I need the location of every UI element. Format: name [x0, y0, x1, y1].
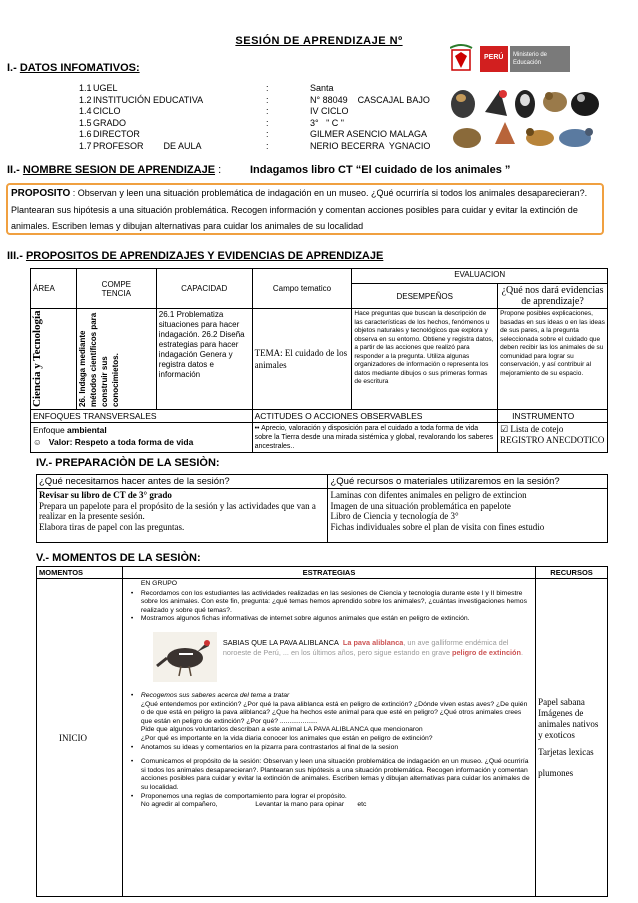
strategy-item-anotamos: • Anotamos su ideas y comentarios en la pizarra para contrastarlos al final de la sesion — [131, 744, 531, 753]
session-name: Indagamos libro CT “El cuidado de los animales ” — [250, 164, 511, 176]
grupo-label: EN GRUPO — [140, 580, 178, 587]
info-label: INSTITUCIÓN EDUCATIVA — [93, 94, 204, 105]
checkbox-icon: ☑ — [500, 424, 509, 434]
ministry-logo — [450, 42, 600, 76]
momento-inicio: INICIO — [37, 579, 123, 897]
pava-aliblanca-image — [153, 632, 217, 682]
animals-image — [445, 82, 605, 156]
header-capacidad: CAPACIDAD — [156, 269, 252, 309]
campo-value: TEMA: El cuidado de los animales — [252, 309, 352, 410]
peru-label: PERÚ — [484, 54, 504, 61]
recursos-cell: Papel sabana Imágenes de animales nativos y exoticos Tarjetas lexicas plumones — [536, 579, 608, 897]
info-num: 1.7 — [79, 140, 92, 151]
header-campo-tematico: Campo tematico — [252, 269, 352, 309]
ministry-label: Ministerio de Educación — [513, 52, 548, 66]
preparacion-col1-body: Revisar su libro de CT de 3° grado Prepara un papelote para el propósito de la sesión y las actividades que van a realizar en la presente sesión. Elabora tiras de papel con las preguntas. — [37, 489, 328, 543]
instrumento-cell: ☑ Lista de cotejo REGISTRO ANECDOTICO — [498, 423, 608, 453]
header-evaluacion: EVALUACION — [352, 269, 608, 284]
actitudes-header: ACTITUDES O ACCIONES OBSERVABLES — [252, 410, 497, 423]
evidencias-value: Propone posibles explicaciones, basadas en sus ideas o en las ideas de sus pares, a la pregunta seleccionada sobre el cuidado que deben recibir las los animales de su comunidad para lograr su conservación, y así contribuir al mejoramiento de su espacio. — [498, 309, 608, 410]
estrategias-body — [122, 579, 535, 897]
peru-shield-icon — [450, 45, 472, 70]
section-2-heading: II.- NOMBRE SESION DE APRENDIZAJE : — [7, 164, 222, 176]
info-label: CICLO — [93, 106, 121, 116]
preparacion-col2-body: Laminas con difentes animales en peligro de extincion Imagen de una situación problemática en papelote Libro de Ciencia y tecnología de 3° Fichas individuales sobre el plan de visita con fines estudio — [328, 489, 608, 543]
enfoque-cell: Enfoque ambiental ☺ Valor: Respeto a toda forma de vida — [31, 423, 253, 453]
info-label: PROFESOR DE AULA — [93, 140, 202, 151]
capacidad-value: 26.1 Problematiza situaciones para hacer indagación. 26.2 Diseña estrategias para hacer indagación Genera y registra datos e información — [156, 309, 252, 410]
info-num: 1.6 — [79, 129, 92, 139]
info-value: N° 88049 CASCAJAL BAJO — [310, 94, 430, 105]
info-value: IV CICLO — [310, 106, 349, 116]
desempenos-value: Hace preguntas que buscan la descripción de las características de los hechos, fenómenos u objetos naturales y tecnológicos que explora y observa en su entorno. Obtiene y registra datos, a partir de las acciones que realizó para responder a la pregunta. Utiliza algunas organizadores de información o representa los datos mediante dibujos o sus primeras formas de escritura — [352, 309, 498, 410]
strategy-item-recogemos: • Recogemos sus saberes acerca del tema a tratar — [131, 692, 531, 701]
section-1-heading: I.- DATOS INFOMATIVOS: — [7, 62, 140, 74]
info-value: Santa — [310, 83, 334, 93]
info-value: 3° " C " — [310, 117, 344, 128]
preparacion-table — [36, 474, 608, 543]
proposito-label: PROPOSITO — [11, 188, 71, 199]
strategy-item-recordamos: • Recordamos con los estudiantes las actividades realizadas en las sesiones de Ciencia y tecnología durante este I y II bimestre sobre los animales. Con este fin, pregunta: ¿qué temas hemos aprendido sobre los animales?, ¿cuántas investigaciones hemos realizado y sobre qué temas?. — [131, 590, 531, 616]
header-recursos: RECURSOS — [536, 567, 608, 579]
header-area: ÁREA — [31, 269, 77, 309]
section-4-heading: IV.- PREPARACIÒN DE LA SESIÒN: — [36, 457, 220, 469]
header-momentos: MOMENTOS — [37, 567, 123, 579]
info-colon: : — [266, 129, 269, 139]
strategy-porque: ¿Por qué es importante en la vida diaria conocer los animales que están en peligro de extinción? — [140, 734, 433, 742]
proposito-text: : Observan y leen una situación problemática de indagación en un museo. ¿Qué ocurriría si todos los animales desaparecieran?. Plantearan sus hipótesis a una situación problemática. Recogen información y comentan acciones posibles para cuidar y evitar la extinción de animales. Escriben lemas y dibujan alternativas para cuidar los animales de su localidad — [11, 188, 588, 231]
strategy-preguntas: ¿Qué entendemos por extinción? ¿Por qué la pava aliblanca está en peligro de extinción? ¿Dónde viven estas aves? ¿De quién o de que está en peligro la pava aliblanca? ¿Que ha hechos este animal para que esté en peligro? ¿Qué otros animales crees que están en peligro de extinción? ¿Por qué? .................... — [140, 700, 528, 725]
info-colon: : — [266, 83, 269, 93]
page-title: SESIÓN DE APRENDIZAJE Nº — [235, 35, 403, 47]
info-label: DIRECTOR — [93, 129, 140, 139]
strategy-reglas: No agredir al compañero, Levantar la mano para opinar etc — [140, 801, 367, 809]
info-label: UGEL — [93, 83, 118, 93]
momentos-table — [36, 566, 608, 897]
info-num: 1.5 — [79, 117, 92, 128]
header-competencia: COMPE TENCIA — [76, 269, 156, 309]
propositos-table — [30, 268, 608, 453]
info-colon: : — [266, 106, 269, 116]
info-value: NERIO BECERRA YGNACIO — [310, 140, 431, 151]
smiley-icon: ☺ — [33, 437, 42, 447]
actitudes-value: •• Aprecio, valoración y disposición para el cuidado a toda forma de vida sobre la Tierra desde una mirada sistémica y global, revalorando los saberes ancestrales.. — [252, 423, 497, 453]
info-colon: : — [266, 140, 269, 151]
strategy-item-mostramos: • Mostramos algunos fichas informativas de internet sobre algunos animales que están en peligro de extinción. — [131, 615, 531, 624]
strategy-item-proponemos: • Proponemos una reglas de comportamiento para lograr el propósito. — [131, 793, 531, 802]
info-num: 1.2 — [79, 94, 92, 105]
enfoques-header: ENFOQUES TRANSVERSALES — [31, 410, 253, 423]
sabias-que-text: SABIAS QUE LA PAVA ALIBLANCA La pava aliblanca, un ave galliforme endémica del noroeste de Perú, ... en los últimos años, pero sigue estando en grave peligro de extinción. — [222, 637, 523, 657]
info-colon: : — [266, 94, 269, 105]
preparacion-col1-header: ¿Qué necesitamos hacer antes de la sesión? — [37, 475, 328, 489]
header-desempenos: DESEMPEÑOS — [352, 284, 498, 309]
info-colon: : — [266, 117, 269, 128]
section-3-heading: III.- PROPOSITOS DE APRENDIZAJES Y EVIDENCIAS DE APRENDIZAJE — [7, 250, 384, 262]
area-value: Ciencia y Tecnología — [31, 310, 43, 408]
info-num: 1.4 — [79, 106, 92, 116]
strategy-pide: Pide que algunos voluntarios describan a este animal LA PAVA ALIBLANCA que mencionaron — [140, 726, 423, 734]
header-evidencias: ¿Qué nos dará evidencias de aprendizaje? — [498, 284, 608, 309]
strategy-item-comunicamos: • Comunicamos el propósito de la sesión: Observan y leen una situación problemática de indagación en un museo. ¿Qué ocurriría si todos los animales desaparecieran?. Plantearan sus hipótesis a una situación problemática. Recogen información y comentan acciones posibles para cuidar y evitar la extinción de animales. Escriben lemas y dibujan alternativas para cuidar los animales de su localidad. — [131, 758, 531, 792]
info-value: GILMER ASENCIO MALAGA — [310, 129, 428, 139]
section-5-heading: V.- MOMENTOS DE LA SESIÒN: — [36, 552, 201, 564]
info-label: GRADO — [93, 117, 127, 128]
proposito-box — [6, 183, 604, 235]
info-num: 1.1 — [79, 83, 92, 93]
competencia-value: 26. Indaga mediante métodos científicos para construir sus conocimietos. — [77, 312, 120, 407]
preparacion-col2-header: ¿Qué recursos o materiales utilizaremos en la sesión? — [328, 475, 608, 489]
header-estrategias: ESTRATEGIAS — [122, 567, 535, 579]
instrumento-header: INSTRUMENTO — [498, 410, 608, 423]
